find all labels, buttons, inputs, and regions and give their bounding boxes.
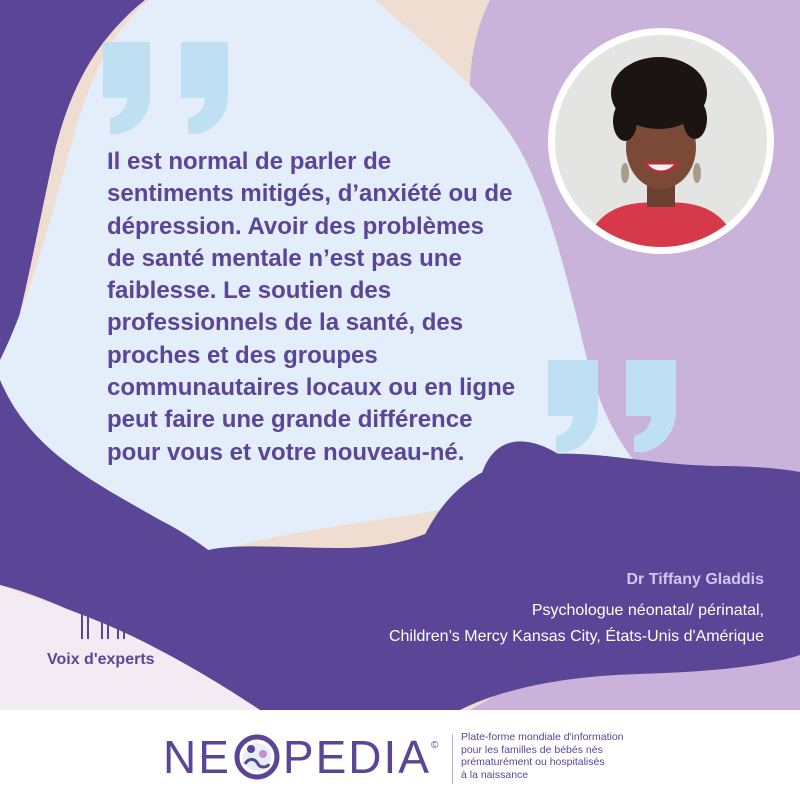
quote-line: dépression. Avoir des problèmes (107, 212, 485, 240)
quote-line: pour vous et votre nouveau-né. (107, 438, 465, 466)
tagline-line: à la naissance (461, 768, 529, 781)
quote-line: de santé mentale n’est pas une (107, 244, 462, 272)
quote-line: proches et des groupes (107, 341, 378, 369)
quote-line: peut faire une grande différence (107, 406, 473, 434)
quote-line: communautaires locaux ou en ligne (107, 374, 516, 402)
quote-text (107, 146, 547, 469)
tagline-line: prématurément ou hospitalisés (461, 756, 605, 768)
portrait-hair-side (683, 99, 707, 139)
experts-label: Voix d'experts (47, 651, 155, 668)
copyright-mark: © (430, 740, 439, 751)
portrait-earring (693, 163, 701, 183)
quote-line: faiblesse. Le soutien des (107, 277, 392, 305)
footer-tagline (461, 731, 661, 781)
tagline-line: pour les familles de bébés nés (461, 743, 603, 756)
neopedia-logo (163, 731, 439, 783)
author-role: Psychologue néonatal/ périnatal, (531, 602, 764, 619)
footer-divider (452, 734, 453, 784)
quote-line: professionnels de la santé, des (107, 309, 464, 337)
quote-line: Il est normal de parler de (107, 148, 392, 175)
author-name: Dr Tiffany Gladdis (626, 571, 764, 588)
author-organization: Children’s Mercy Kansas City, États-Unis d'Amérique (388, 628, 764, 645)
author-portrait (548, 28, 774, 254)
portrait-earring (621, 163, 629, 183)
logo-text-left: NE (163, 731, 231, 783)
tagline-line: Plate-forme mondiale d'information (461, 731, 624, 743)
portrait-hair-side (613, 101, 637, 141)
group-of-experts-icon (78, 569, 148, 643)
mother-baby-logo-icon (234, 734, 280, 780)
logo-text-right: PEDIA (282, 731, 431, 783)
quote-line: sentiments mitigés, d’anxiété ou de (107, 180, 513, 208)
